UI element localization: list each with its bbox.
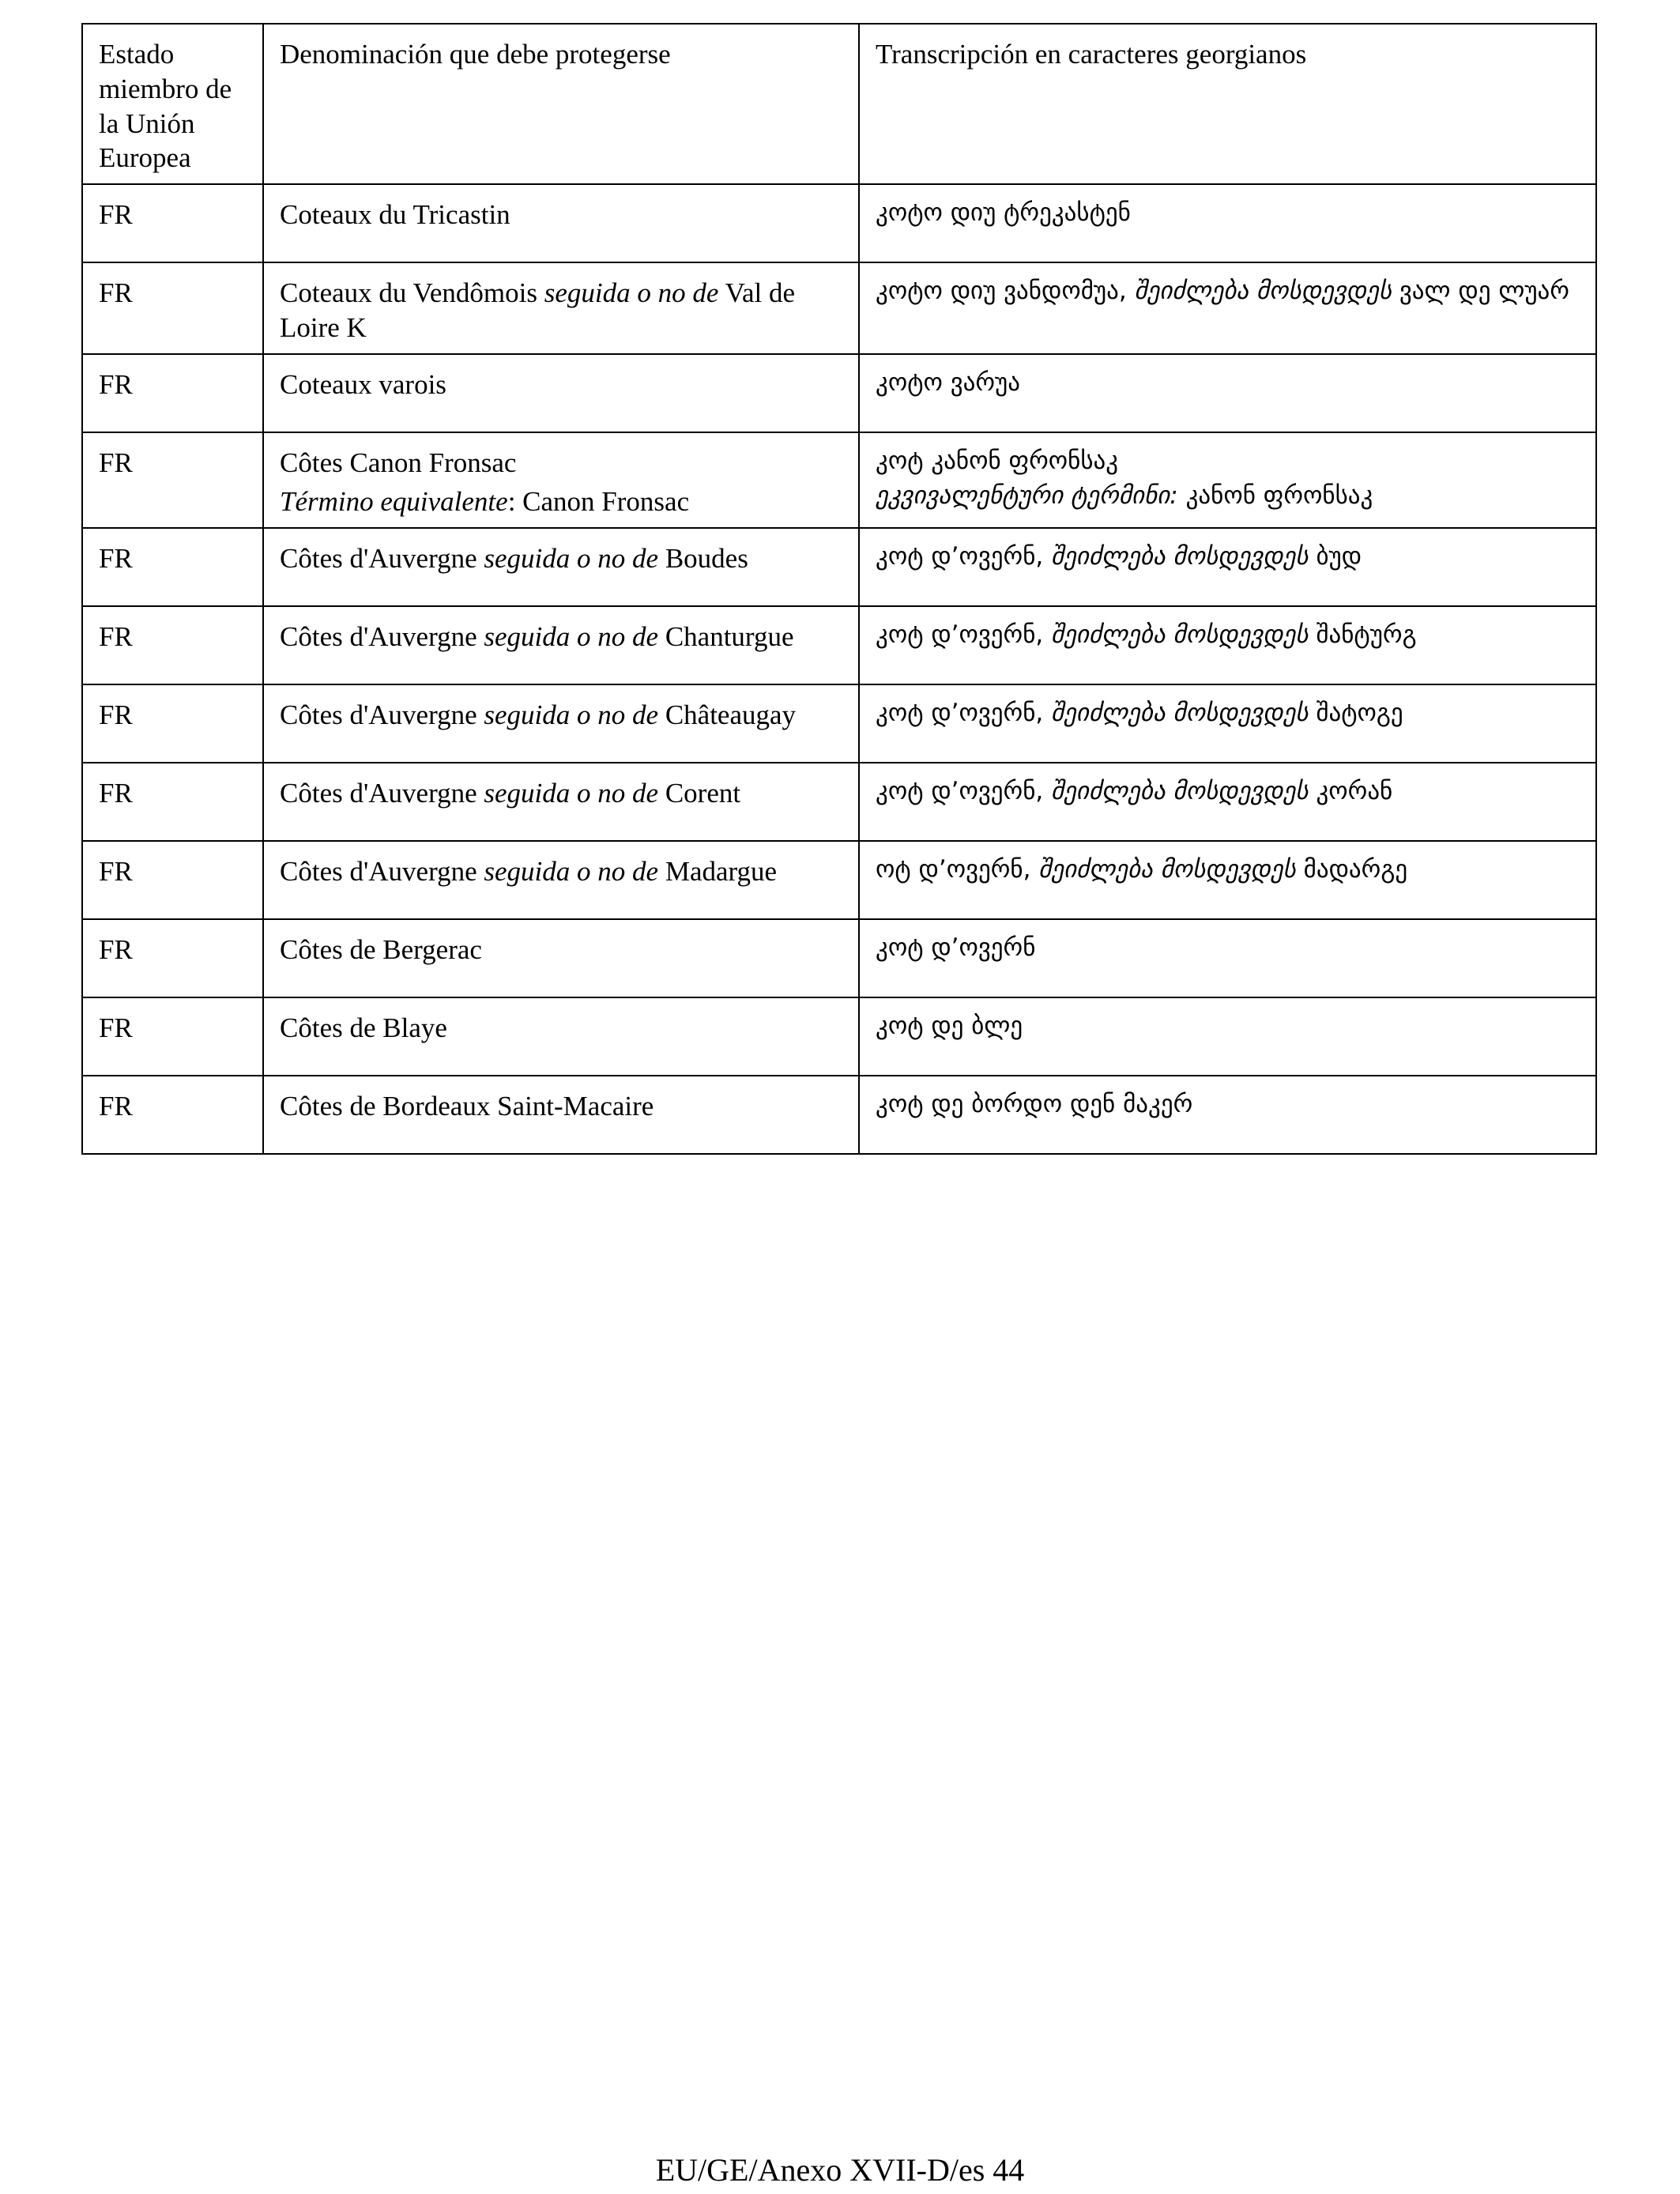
- denomination-cell: [263, 432, 859, 529]
- georgian-text: კოტ დე ბლე: [876, 1012, 1023, 1040]
- denomination-text: Coteaux du Tricastin: [280, 199, 510, 230]
- denomination-text: Côtes d'Auvergne: [280, 543, 477, 574]
- denomination-connector: seguida o no de: [484, 856, 659, 887]
- georgian-suffix: შატოგე: [1316, 699, 1403, 727]
- georgian-cell: [859, 919, 1596, 997]
- member-state-cell: FR: [82, 432, 263, 529]
- georgian-connector: შეიძლება მოსდევდეს: [1051, 620, 1309, 649]
- georgian-text: კოტო დიუ ვანდომუა,: [876, 277, 1127, 305]
- georgian-cell: [859, 262, 1596, 354]
- georgian-connector: შეიძლება მოსდევდეს: [1051, 699, 1309, 727]
- georgian-connector: შეიძლება მოსდევდეს: [1051, 777, 1309, 805]
- georgian-suffix: კორან: [1316, 777, 1393, 805]
- denomination-cell: [263, 606, 859, 684]
- member-state-cell: FR: [82, 354, 263, 432]
- denomination-suffix: Châteaugay: [665, 699, 797, 730]
- denomination-connector: seguida o no de: [484, 621, 659, 652]
- denomination-suffix: Val de Loire K: [280, 277, 796, 343]
- denomination-text: Coteaux varois: [280, 368, 446, 400]
- table-row: [82, 354, 1596, 432]
- denomination-suffix: Madargue: [665, 856, 778, 887]
- denomination-connector: seguida o no de: [484, 543, 659, 574]
- denomination-connector: seguida o no de: [544, 277, 719, 308]
- denomination-cell: [263, 841, 859, 919]
- member-state-cell: FR: [82, 684, 263, 763]
- member-state-cell: FR: [82, 606, 263, 684]
- georgian-cell: [859, 763, 1596, 841]
- denomination-connector: seguida o no de: [484, 778, 659, 809]
- equivalent-term-line: [280, 484, 842, 519]
- georgian-suffix: შანტურგ: [1316, 620, 1417, 649]
- table-row: [82, 528, 1596, 606]
- georgian-equivalent-value: კანონ ფრონსაკ: [1185, 481, 1373, 511]
- denominations-table: [81, 23, 1597, 1155]
- georgian-cell: [859, 684, 1596, 763]
- equivalent-term-label: Término equivalente: [280, 486, 508, 518]
- georgian-suffix: ბუდ: [1316, 542, 1362, 571]
- table-row: [82, 763, 1596, 841]
- denomination-text: Côtes d'Auvergne: [280, 621, 477, 652]
- denomination-suffix: Chanturgue: [665, 621, 794, 652]
- table-row: [82, 606, 1596, 684]
- page-footer: EU/GE/Anexo XVII-D/es 44: [655, 2152, 1025, 2188]
- table-row: [82, 184, 1596, 262]
- georgian-connector: შეიძლება მოსდევდეს: [1038, 855, 1296, 884]
- georgian-text: კოტ დ’ოვერნ: [876, 933, 1036, 962]
- georgian-text: კოტ კანონ ფრონსაკ: [876, 446, 1119, 475]
- denomination-text: Côtes de Blaye: [280, 1012, 447, 1043]
- georgian-suffix: ვალ დე ლუარ: [1399, 277, 1569, 305]
- georgian-cell: [859, 528, 1596, 606]
- georgian-connector: შეიძლება მოსდევდეს: [1134, 277, 1392, 305]
- denomination-text: Côtes d'Auvergne: [280, 699, 477, 730]
- denomination-text: Côtes Canon Fronsac: [280, 447, 517, 478]
- georgian-cell: [859, 997, 1596, 1076]
- header-georgian-transcription: Transcripción en caracteres georgianos: [859, 24, 1596, 184]
- table-row: [82, 919, 1596, 997]
- member-state-cell: FR: [82, 763, 263, 841]
- denomination-cell: [263, 997, 859, 1076]
- denomination-cell: [263, 528, 859, 606]
- georgian-cell: [859, 184, 1596, 262]
- denomination-text: Coteaux du Vendômois: [280, 277, 538, 308]
- denomination-suffix: Corent: [665, 778, 741, 809]
- member-state-cell: FR: [82, 919, 263, 997]
- table-row: [82, 432, 1596, 529]
- denomination-cell: [263, 684, 859, 763]
- georgian-text: კოტ დე ბორდო დენ მაკერ: [876, 1090, 1193, 1118]
- georgian-text: კოტ დ’ოვერნ,: [876, 542, 1044, 571]
- header-member-state: Estado miembro de la Unión Europea: [82, 24, 263, 184]
- table-row: [82, 1076, 1596, 1154]
- denomination-text: Côtes de Bordeaux Saint-Macaire: [280, 1091, 654, 1122]
- table-row: [82, 997, 1596, 1076]
- member-state-cell: FR: [82, 262, 263, 354]
- denomination-text: Côtes d'Auvergne: [280, 856, 477, 887]
- denomination-suffix: Boudes: [665, 543, 748, 574]
- table-row: [82, 684, 1596, 763]
- header-denomination: Denominación que debe protegerse: [263, 24, 859, 184]
- equivalent-term-value: : Canon Fronsac: [507, 486, 690, 518]
- member-state-cell: FR: [82, 1076, 263, 1154]
- georgian-suffix: მადარგე: [1303, 855, 1408, 884]
- georgian-cell: [859, 1076, 1596, 1154]
- denomination-cell: [263, 919, 859, 997]
- table-row: [82, 262, 1596, 354]
- georgian-text: ოტ დ’ოვერნ,: [876, 855, 1031, 884]
- georgian-cell: [859, 606, 1596, 684]
- denomination-text: Côtes d'Auvergne: [280, 778, 477, 809]
- georgian-text: კოტ დ’ოვერნ,: [876, 777, 1044, 805]
- member-state-cell: FR: [82, 997, 263, 1076]
- georgian-cell: [859, 354, 1596, 432]
- denomination-cell: [263, 354, 859, 432]
- member-state-cell: FR: [82, 841, 263, 919]
- denomination-cell: [263, 262, 859, 354]
- table-header-row: [82, 24, 1596, 184]
- denomination-cell: [263, 763, 859, 841]
- denomination-cell: [263, 1076, 859, 1154]
- georgian-equivalent-label: ეკვივალენტური ტერმინი:: [876, 481, 1178, 511]
- georgian-text: კოტო დიუ ტრეკასტენ: [876, 198, 1131, 227]
- georgian-connector: შეიძლება მოსდევდეს: [1051, 542, 1309, 571]
- georgian-cell: [859, 841, 1596, 919]
- georgian-cell: [859, 432, 1596, 529]
- denomination-cell: [263, 184, 859, 262]
- denomination-connector: seguida o no de: [484, 699, 659, 730]
- georgian-text: კოტო ვარუა: [876, 368, 1020, 397]
- member-state-cell: FR: [82, 528, 263, 606]
- member-state-cell: FR: [82, 184, 263, 262]
- georgian-text: კოტ დ’ოვერნ,: [876, 620, 1044, 649]
- table-row: [82, 841, 1596, 919]
- denomination-text: Côtes de Bergerac: [280, 934, 482, 965]
- georgian-text: კოტ დ’ოვერნ,: [876, 699, 1044, 727]
- georgian-equivalent-line: [876, 481, 1580, 511]
